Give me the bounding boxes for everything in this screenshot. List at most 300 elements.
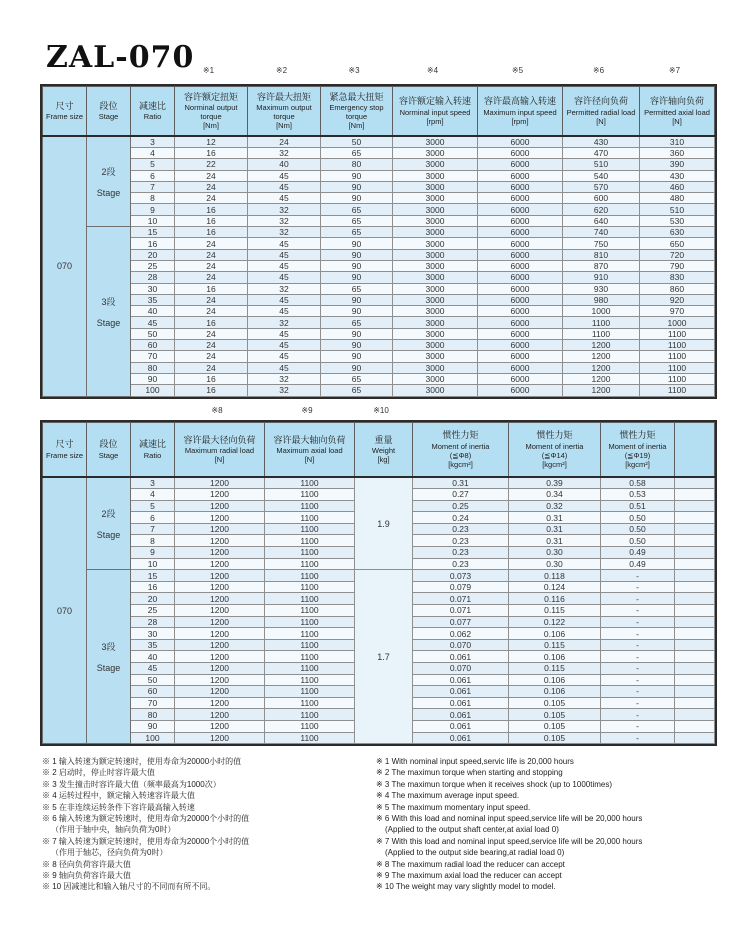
value-cell: 1100 — [640, 362, 715, 373]
value-cell: 1100 — [265, 558, 355, 570]
value-cell: 3000 — [393, 328, 478, 339]
header-label-zh: 容许额定输入转速 — [398, 96, 471, 107]
header-label-en: Permitted axial load — [644, 107, 710, 117]
header-label-en: Moment of inertia — [608, 441, 667, 451]
header-label-en: [kgcm²] — [448, 459, 473, 469]
value-cell: 65 — [321, 385, 393, 396]
column-header-cell — [175, 87, 248, 137]
value-cell: 3000 — [393, 385, 478, 396]
value-cell: 3000 — [393, 351, 478, 362]
ratio-cell: 30 — [131, 628, 175, 640]
value-cell: 32 — [248, 227, 321, 238]
value-cell: 45 — [248, 170, 321, 181]
header-label-en: Moment of inertia — [431, 441, 490, 451]
value-cell: 65 — [321, 204, 393, 215]
value-cell: 6000 — [478, 362, 563, 373]
header-label-en: Norminal output torque — [184, 103, 238, 122]
value-cell: 3000 — [393, 340, 478, 351]
value-cell: 1200 — [563, 385, 640, 396]
value-cell: 1100 — [265, 697, 355, 709]
value-cell: 1200 — [175, 651, 265, 663]
value-cell: - — [601, 639, 675, 651]
value-cell: 6000 — [478, 328, 563, 339]
value-cell: 1200 — [563, 362, 640, 373]
value-cell: 860 — [640, 283, 715, 294]
value-cell — [675, 651, 715, 663]
value-cell: 1200 — [563, 340, 640, 351]
ref-mark: ※3 — [348, 66, 360, 75]
ref-mark-empty — [84, 66, 128, 75]
table-row — [43, 193, 715, 204]
table-row — [43, 272, 715, 283]
value-cell: 6000 — [478, 170, 563, 181]
table-body — [43, 136, 715, 396]
ratio-cell: 20 — [131, 249, 175, 260]
value-cell: 50 — [321, 136, 393, 148]
header-label-zh: 容许径向负荷 — [573, 96, 628, 107]
value-cell: - — [601, 628, 675, 640]
table1-ref-marks — [40, 66, 712, 75]
column-header-cell — [675, 423, 715, 478]
ref-mark-empty — [410, 406, 506, 415]
stage-label-zh: 2段 — [101, 167, 116, 178]
stage-label-zh: 3段 — [101, 296, 116, 307]
value-cell: 1100 — [640, 373, 715, 384]
value-cell: 3000 — [393, 227, 478, 238]
value-cell: 6000 — [478, 204, 563, 215]
table-row — [43, 385, 715, 396]
value-cell: 1100 — [265, 709, 355, 721]
header-label-zh: 容许轴向负荷 — [649, 96, 704, 107]
value-cell: 24 — [175, 362, 248, 373]
value-cell: 1100 — [265, 547, 355, 559]
value-cell: 24 — [175, 238, 248, 249]
header-label-en: [N] — [304, 455, 315, 465]
ratio-cell: 15 — [131, 570, 175, 582]
value-cell: 6000 — [478, 351, 563, 362]
ratio-cell: 100 — [131, 732, 175, 744]
ratio-cell: 28 — [131, 616, 175, 628]
value-cell: 3000 — [393, 294, 478, 305]
value-cell: 1200 — [175, 639, 265, 651]
value-cell: 1100 — [265, 616, 355, 628]
header-label-en: Frame size — [45, 112, 84, 122]
column-header-cell — [87, 87, 131, 137]
stage-cell — [87, 136, 131, 227]
value-cell: 6000 — [478, 385, 563, 396]
ref-mark: ※10 — [373, 406, 389, 415]
value-cell: 620 — [563, 204, 640, 215]
value-cell: 1200 — [175, 489, 265, 501]
value-cell: 24 — [175, 340, 248, 351]
value-cell: 810 — [563, 249, 640, 260]
value-cell: 45 — [248, 272, 321, 283]
value-cell: 1100 — [265, 639, 355, 651]
value-cell: 630 — [640, 227, 715, 238]
value-cell: 3000 — [393, 373, 478, 384]
header-label-zh: 容许最高输入转速 — [483, 96, 556, 107]
value-cell: 1100 — [265, 674, 355, 686]
value-cell: 0.122 — [509, 616, 601, 628]
value-cell: 510 — [563, 159, 640, 170]
value-cell: - — [601, 581, 675, 593]
value-cell: 1100 — [265, 535, 355, 547]
value-cell: 32 — [248, 283, 321, 294]
footnote-line: ※ 1 With nominal input speed,servic life is 20,000 hours — [376, 757, 574, 766]
value-cell: 910 — [563, 272, 640, 283]
value-cell — [675, 628, 715, 640]
value-cell: 1100 — [265, 477, 355, 489]
header-label-en: [Nm] — [276, 121, 292, 131]
value-cell: 0.105 — [509, 732, 601, 744]
column-header-cell — [355, 423, 413, 478]
value-cell: 6000 — [478, 227, 563, 238]
value-cell: 45 — [248, 260, 321, 271]
value-cell: 3000 — [393, 148, 478, 159]
value-cell: 470 — [563, 148, 640, 159]
ratio-cell: 90 — [131, 720, 175, 732]
table-row — [43, 317, 715, 328]
table1-frame — [40, 84, 717, 399]
header-label-zh: 容许额定扭矩 — [183, 91, 238, 102]
weight-cell: 1.7 — [355, 570, 413, 744]
ratio-cell: 70 — [131, 697, 175, 709]
ratio-cell: 25 — [131, 260, 175, 271]
table-header — [43, 423, 715, 478]
header-label-en: [kgcm²] — [542, 459, 567, 469]
value-cell: - — [601, 616, 675, 628]
header-label-zh: 惯性力矩 — [442, 430, 479, 441]
value-cell: 45 — [248, 306, 321, 317]
value-cell: 0.061 — [413, 709, 509, 721]
header-label-en: (≦Φ19) — [624, 450, 651, 460]
header-label-en: Weight — [371, 446, 396, 456]
stage-label-en: Stage — [96, 317, 121, 328]
value-cell: 6000 — [478, 148, 563, 159]
value-cell: 65 — [321, 227, 393, 238]
ratio-cell: 5 — [131, 500, 175, 512]
value-cell: 0.50 — [601, 535, 675, 547]
value-cell: 24 — [175, 260, 248, 271]
column-header-cell — [43, 87, 87, 137]
ratio-cell: 5 — [131, 159, 175, 170]
ref-mark-empty — [128, 66, 172, 75]
value-cell: 0.124 — [509, 581, 601, 593]
value-cell: 640 — [563, 215, 640, 226]
value-cell: 6000 — [478, 317, 563, 328]
value-cell: 3000 — [393, 204, 478, 215]
value-cell: - — [601, 709, 675, 721]
header-row — [43, 87, 715, 137]
value-cell: 3000 — [393, 260, 478, 271]
value-cell: 90 — [321, 272, 393, 283]
table-row — [43, 477, 715, 489]
column-header-cell — [87, 423, 131, 478]
column-header-cell — [43, 423, 87, 478]
value-cell: 0.115 — [509, 605, 601, 617]
value-cell: - — [601, 593, 675, 605]
footnotes-english — [376, 756, 714, 893]
footnote-line: （作用于轴芯，径向负荷为0时） — [51, 848, 168, 858]
value-cell — [675, 686, 715, 698]
value-cell: 12 — [175, 136, 248, 148]
value-cell: 24 — [175, 294, 248, 305]
value-cell — [675, 663, 715, 675]
table-row — [43, 373, 715, 384]
value-cell: 16 — [175, 373, 248, 384]
value-cell: - — [601, 697, 675, 709]
value-cell: 65 — [321, 283, 393, 294]
value-cell: 1200 — [175, 570, 265, 582]
value-cell: 1000 — [640, 317, 715, 328]
column-header-cell — [413, 423, 509, 478]
ratio-cell: 60 — [131, 686, 175, 698]
value-cell: 0.50 — [601, 523, 675, 535]
table-row — [43, 294, 715, 305]
header-label-zh: 减速比 — [138, 100, 166, 111]
header-label-en: Ratio — [143, 450, 162, 460]
value-cell: 0.070 — [413, 639, 509, 651]
table-row — [43, 238, 715, 249]
value-cell: 0.079 — [413, 581, 509, 593]
ref-mark-empty — [598, 406, 672, 415]
header-label-en: [N] — [596, 116, 606, 126]
ratio-cell: 25 — [131, 605, 175, 617]
value-cell: 0.31 — [413, 477, 509, 489]
value-cell: 920 — [640, 294, 715, 305]
value-cell — [675, 547, 715, 559]
value-cell: 1200 — [175, 523, 265, 535]
value-cell: 0.32 — [509, 500, 601, 512]
value-cell: 830 — [640, 272, 715, 283]
value-cell: 0.115 — [509, 663, 601, 675]
value-cell: 1100 — [265, 489, 355, 501]
value-cell — [675, 593, 715, 605]
value-cell: 65 — [321, 215, 393, 226]
header-label-en: (≦Φ8) — [449, 450, 472, 460]
value-cell: 1100 — [265, 570, 355, 582]
ratio-cell: 45 — [131, 663, 175, 675]
value-cell: 0.31 — [509, 523, 601, 535]
header-label-zh: 尺寸 — [55, 439, 74, 450]
value-cell: 32 — [248, 148, 321, 159]
value-cell — [675, 616, 715, 628]
value-cell: 90 — [321, 351, 393, 362]
value-cell: 1200 — [175, 500, 265, 512]
footnote-line: ※ 9 The maximum axial load the reducer can accept — [376, 871, 562, 881]
value-cell: 32 — [248, 204, 321, 215]
table2-ref-marks — [40, 406, 712, 415]
value-cell — [675, 523, 715, 535]
header-label-en: Maximum input speed — [483, 107, 557, 117]
value-cell: 3000 — [393, 193, 478, 204]
table-row — [43, 159, 715, 170]
value-cell: 90 — [321, 340, 393, 351]
table2-frame — [40, 420, 717, 746]
ratio-cell: 35 — [131, 639, 175, 651]
value-cell: 390 — [640, 159, 715, 170]
column-header-cell — [478, 87, 563, 137]
value-cell: 0.34 — [509, 489, 601, 501]
value-cell: 720 — [640, 249, 715, 260]
ref-mark: ※6 — [592, 66, 605, 75]
header-label-en: Maximum output torque — [256, 103, 312, 122]
value-cell: 45 — [248, 181, 321, 192]
header-label-en: Stage — [98, 450, 119, 460]
value-cell: 930 — [563, 283, 640, 294]
value-cell: 45 — [248, 328, 321, 339]
value-cell: 790 — [640, 260, 715, 271]
value-cell: 16 — [175, 317, 248, 328]
column-header-cell — [601, 423, 675, 478]
value-cell: 24 — [175, 249, 248, 260]
value-cell: 0.23 — [413, 535, 509, 547]
value-cell: 90 — [321, 170, 393, 181]
value-cell: 6000 — [478, 306, 563, 317]
value-cell: 1100 — [265, 512, 355, 524]
value-cell: 32 — [248, 385, 321, 396]
value-cell: 0.24 — [413, 512, 509, 524]
value-cell: 1200 — [175, 477, 265, 489]
footnotes-section — [42, 756, 714, 893]
header-label-zh: 紧急最大扭矩 — [329, 91, 384, 102]
header-label-zh: 段位 — [99, 439, 118, 450]
value-cell: 0.27 — [413, 489, 509, 501]
ratio-cell: 50 — [131, 328, 175, 339]
ref-mark-empty — [40, 66, 84, 75]
value-cell: 32 — [248, 317, 321, 328]
value-cell: 0.39 — [509, 477, 601, 489]
value-cell: 1100 — [265, 523, 355, 535]
value-cell: 24 — [175, 170, 248, 181]
value-cell: 24 — [248, 136, 321, 148]
table-row — [43, 260, 715, 271]
value-cell: 1200 — [175, 674, 265, 686]
value-cell: 3000 — [393, 317, 478, 328]
value-cell: 0.25 — [413, 500, 509, 512]
value-cell: - — [601, 570, 675, 582]
header-label-zh: 容许最大扭矩 — [256, 91, 311, 102]
value-cell: 90 — [321, 362, 393, 373]
value-cell: 16 — [175, 283, 248, 294]
value-cell — [675, 605, 715, 617]
value-cell: 1100 — [265, 686, 355, 698]
value-cell: 3000 — [393, 306, 478, 317]
spec-table-performance — [42, 86, 715, 397]
value-cell: 0.061 — [413, 674, 509, 686]
ratio-cell: 80 — [131, 362, 175, 373]
stage-cell — [87, 570, 131, 744]
value-cell: 1100 — [640, 351, 715, 362]
value-cell: 1100 — [265, 605, 355, 617]
value-cell: 90 — [321, 260, 393, 271]
table-row — [43, 328, 715, 339]
footnote-line: ※ 6 输入转速为额定转速时，使用寿命为20000个小时的值 — [42, 814, 250, 824]
value-cell: 0.30 — [509, 547, 601, 559]
header-label-zh: 惯性力矩 — [619, 430, 656, 441]
value-cell: 65 — [321, 317, 393, 328]
value-cell: 24 — [175, 328, 248, 339]
frame-size-cell: 070 — [43, 136, 87, 396]
weight-cell: 1.9 — [355, 477, 413, 570]
ratio-cell: 4 — [131, 489, 175, 501]
value-cell: 970 — [640, 306, 715, 317]
header-label-en: [rpm] — [426, 116, 444, 126]
header-row — [43, 423, 715, 478]
value-cell: 6000 — [478, 238, 563, 249]
footnotes-chinese — [42, 756, 376, 893]
footnote-line: ※ 10 因减速比和输入轴尺寸的不同而有所不同。 — [42, 882, 216, 892]
value-cell: 16 — [175, 204, 248, 215]
value-cell: 430 — [640, 170, 715, 181]
header-label-en: Maximum radial load — [184, 446, 255, 456]
value-cell: 360 — [640, 148, 715, 159]
table-row — [43, 570, 715, 582]
value-cell — [675, 697, 715, 709]
value-cell: 90 — [321, 181, 393, 192]
header-label-zh: 容许最大径向负荷 — [183, 434, 256, 445]
footnote-line: ※ 8 The maximum radial load the reducer can accept — [376, 859, 565, 869]
value-cell: 0.49 — [601, 547, 675, 559]
header-label-en: [Nm] — [348, 121, 365, 131]
column-header-cell — [321, 87, 393, 137]
stage-label-en: Stage — [96, 663, 121, 674]
value-cell: 65 — [321, 373, 393, 384]
value-cell — [675, 558, 715, 570]
stage-label-en: Stage — [96, 530, 121, 541]
value-cell: 1200 — [175, 686, 265, 698]
ref-mark-empty — [506, 406, 598, 415]
value-cell: 0.071 — [413, 605, 509, 617]
header-label-en: [rpm] — [511, 116, 529, 126]
ref-mark: ※9 — [301, 406, 313, 415]
value-cell: 600 — [563, 193, 640, 204]
ratio-cell: 60 — [131, 340, 175, 351]
value-cell — [675, 570, 715, 582]
header-label-en: Moment of inertia — [525, 441, 584, 451]
value-cell: 0.105 — [509, 709, 601, 721]
value-cell: 16 — [175, 148, 248, 159]
ratio-cell: 3 — [131, 136, 175, 148]
value-cell: 1200 — [175, 535, 265, 547]
header-label-en: Maximum axial load — [276, 446, 343, 456]
value-cell: 90 — [321, 294, 393, 305]
column-header-cell — [131, 87, 175, 137]
stage-label-zh: 3段 — [101, 642, 116, 653]
value-cell: 45 — [248, 294, 321, 305]
value-cell: 3000 — [393, 159, 478, 170]
value-cell: 45 — [248, 249, 321, 260]
table-row — [43, 148, 715, 159]
ratio-cell: 16 — [131, 238, 175, 249]
value-cell: 0.30 — [509, 558, 601, 570]
ref-mark-empty — [128, 406, 172, 415]
ratio-cell: 15 — [131, 227, 175, 238]
ref-mark-empty — [40, 406, 84, 415]
value-cell: 90 — [321, 306, 393, 317]
value-cell: 650 — [640, 238, 715, 249]
value-cell: 1100 — [265, 651, 355, 663]
footnote-line: ※ 2 The maximun torque when starting and stopping — [376, 768, 563, 778]
value-cell — [675, 512, 715, 524]
value-cell: 530 — [640, 215, 715, 226]
value-cell: - — [601, 732, 675, 744]
ratio-cell: 70 — [131, 351, 175, 362]
value-cell: 24 — [175, 181, 248, 192]
value-cell: 0.105 — [509, 720, 601, 732]
value-cell: 6000 — [478, 136, 563, 148]
value-cell: 65 — [321, 148, 393, 159]
